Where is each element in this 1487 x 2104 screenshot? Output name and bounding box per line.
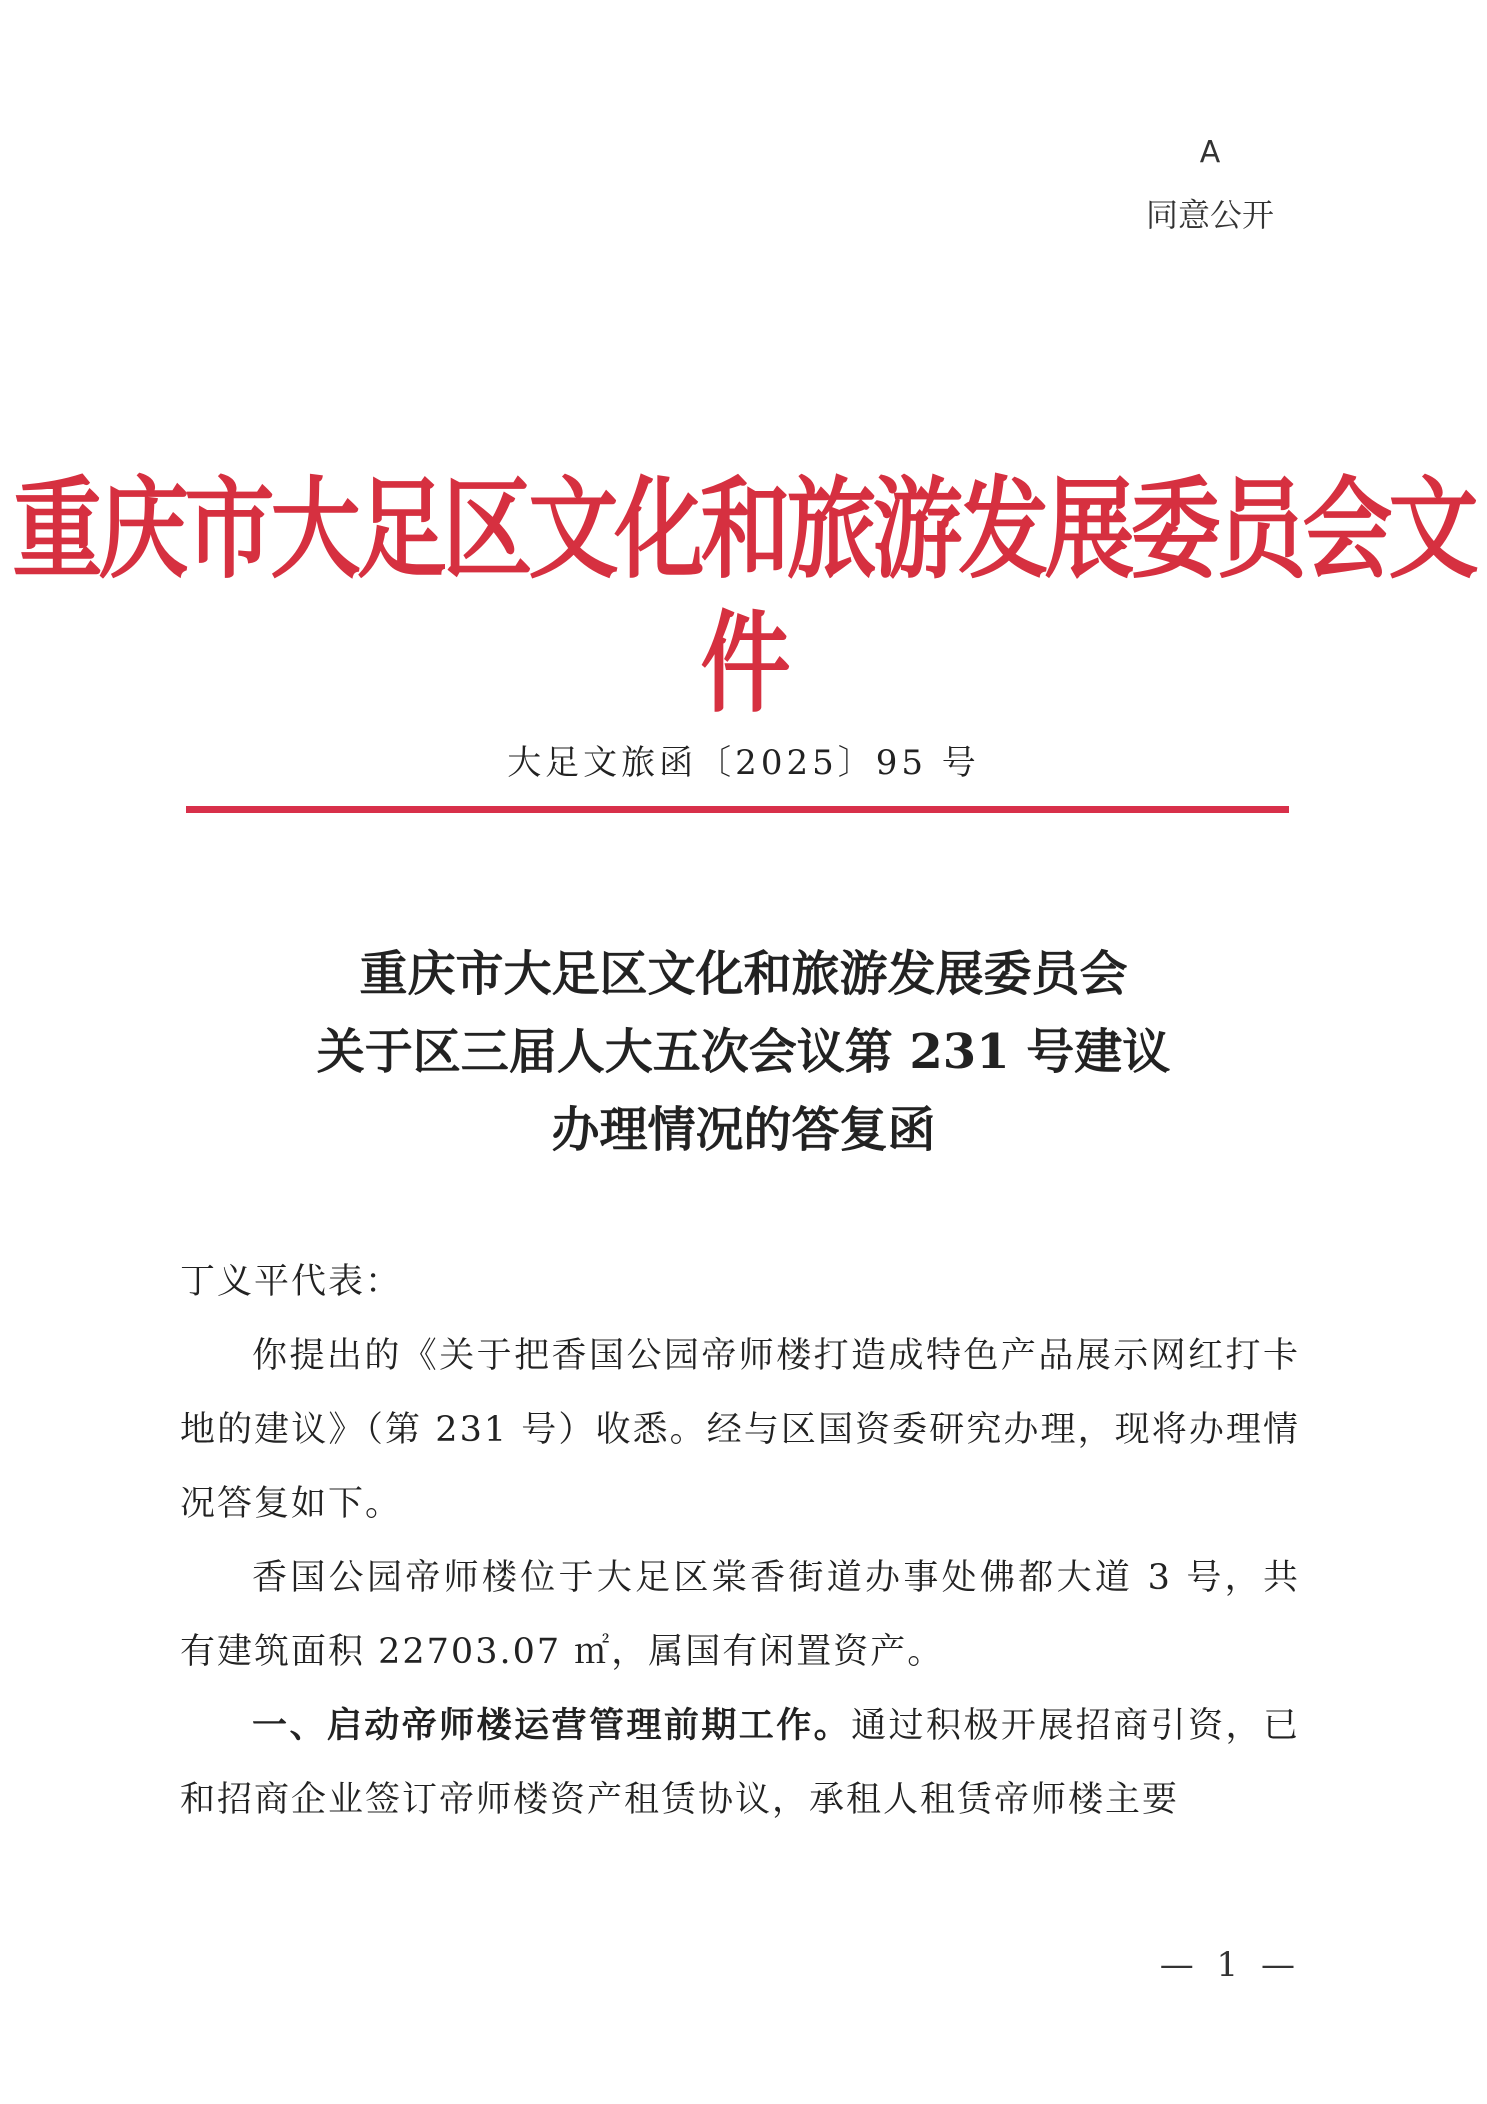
- title-line-3: 办理情况的答复函: [551, 1102, 936, 1158]
- red-masthead: 重庆市大足区文化和旅游发展委员会文件: [12, 466, 1475, 729]
- page-number: — 1 —: [1159, 1945, 1301, 1985]
- salutation: 丁义平代表：: [180, 1262, 403, 1302]
- section-heading-1: 一、启动帝师楼运营管理前期工作。: [252, 1706, 852, 1746]
- paragraph-3: [180, 1689, 1300, 1837]
- paragraph-2: 香国公园帝师楼位于大足区棠香街道办事处佛都大道 3 号，共有建筑面积 22703.07 ㎡，属国有闲置资产。: [180, 1558, 1300, 1672]
- document-title: [0, 935, 1487, 1169]
- disclosure-mark: [1146, 122, 1274, 246]
- disclosure-grade: A: [1199, 135, 1221, 170]
- document-number: 大足文旅函〔2025〕95 号: [507, 743, 980, 783]
- paragraph-3-text: 通过积极开展招商引资，已和招商企业签订帝师楼资产租赁协议，承租人租赁帝师楼主要: [180, 1706, 1300, 1820]
- disclosure-status: 同意公开: [1145, 196, 1274, 234]
- red-divider-line: [186, 806, 1289, 813]
- paragraph-1: 你提出的《关于把香国公园帝师楼打造成特色产品展示网红打卡地的建议》（第 231 号）收悉。经与区国资委研究办理，现将办理情况答复如下。: [180, 1336, 1300, 1524]
- letter-body: [180, 1245, 1300, 1837]
- title-line-2: 关于区三届人大五次会议第 231 号建议: [316, 1024, 1171, 1080]
- title-line-1: 重庆市大足区文化和旅游发展委员会: [359, 946, 1128, 1002]
